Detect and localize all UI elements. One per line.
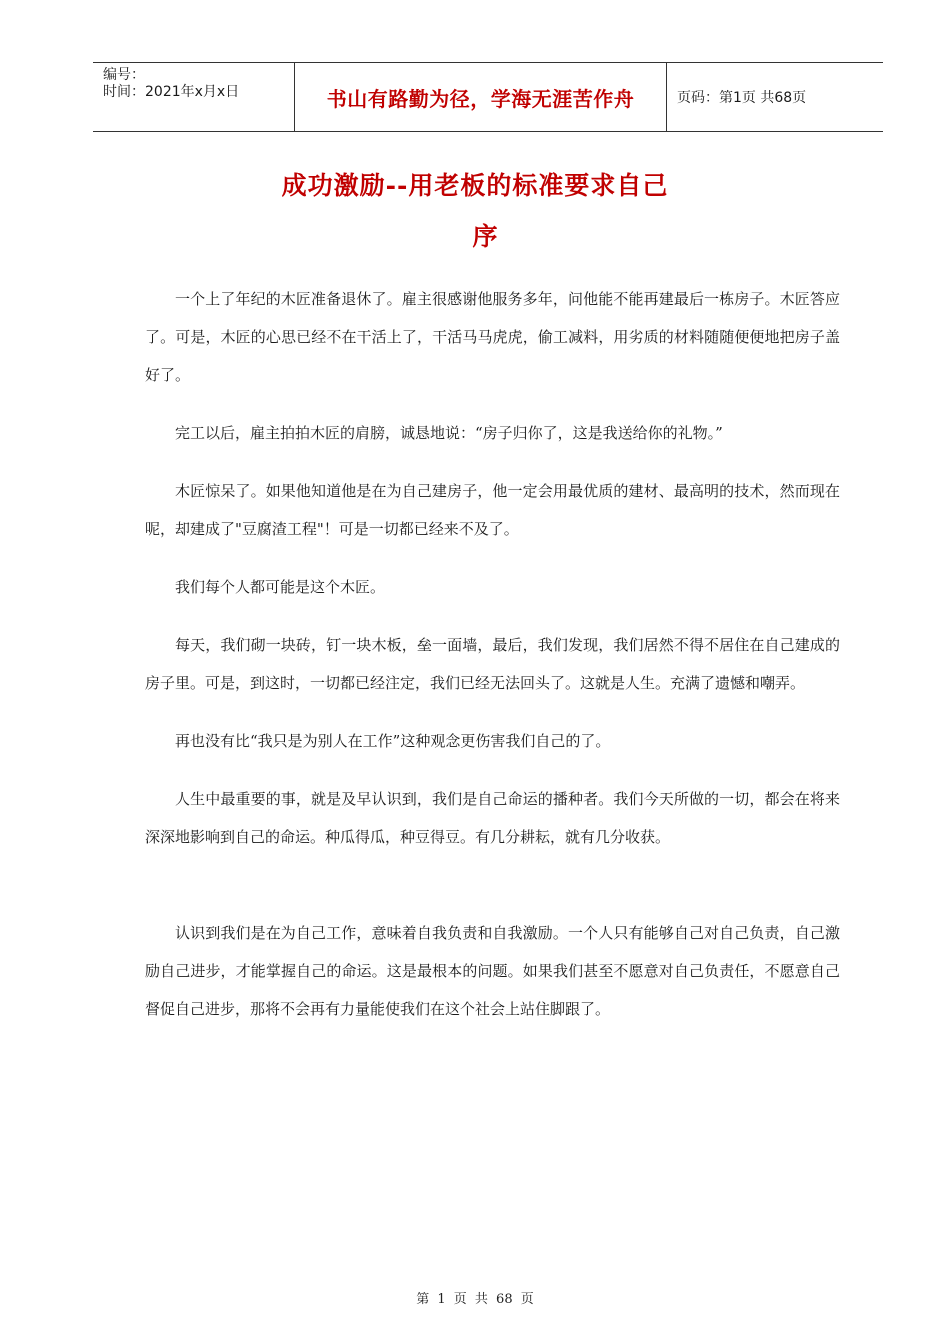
paragraph: 一个上了年纪的木匠准备退休了。雇主很感谢他服务多年，问他能不能再建最后一栋房子。木匠答应了。可是，木匠的心思已经不在干活上了，干活马马虎虎，偷工减料，用劣质的材料随随便便地把房子盖好了。 bbox=[145, 290, 840, 384]
section-title: 序 bbox=[472, 222, 498, 251]
paragraph: 我们每个人都可能是这个木匠。 bbox=[175, 578, 386, 596]
document-body bbox=[145, 280, 840, 1048]
serial-label: 编号： bbox=[103, 67, 145, 83]
page-header bbox=[93, 62, 883, 132]
document-title: 成功激励--用老板的标准要求自己 bbox=[281, 171, 669, 200]
header-meta bbox=[93, 63, 295, 131]
header-motto: 书山有路勤为径，学海无涯苦作舟 bbox=[326, 86, 635, 111]
paragraph: 木匠惊呆了。如果他知道他是在为自己建房子，他一定会用最优质的建材、最高明的技术，然而现在呢，却建成了"豆腐渣工程"！可是一切都已经来不及了。 bbox=[145, 482, 840, 538]
paragraph: 完工以后，雇主拍拍木匠的肩膀，诚恳地说：“房子归你了，这是我送给你的礼物。” bbox=[175, 424, 723, 442]
time-label: 时间：2021年x月x日 bbox=[103, 84, 240, 100]
paragraph: 每天，我们砌一块砖，钉一块木板，垒一面墙，最后，我们发现，我们居然不得不居住在自己建成的房子里。可是，到这时，一切都已经注定，我们已经无法回头了。这就是人生。充满了遗憾和嘲弄。 bbox=[145, 636, 840, 692]
header-page-info-cell bbox=[667, 63, 883, 131]
header-page-info: 页码：第1页 共68页 bbox=[677, 90, 807, 106]
header-motto-cell bbox=[295, 63, 667, 131]
paragraph: 认识到我们是在为自己工作，意味着自我负责和自我激励。一个人只有能够自己对自己负责，自己激励自己进步，才能掌握自己的命运。这是最根本的问题。如果我们甚至不愿意对自己负责任，不愿意自己督促自己进步，那将不会再有力量能使我们在这个社会上站住脚跟了。 bbox=[145, 924, 840, 1018]
paragraph: 再也没有比“我只是为别人在工作”这种观念更伤害我们自己的了。 bbox=[175, 732, 611, 750]
page-footer: 第 1 页 共 68 页 bbox=[416, 1292, 534, 1307]
paragraph: 人生中最重要的事，就是及早认识到，我们是自己命运的播种者。我们今天所做的一切，都会在将来深深地影响到自己的命运。种瓜得瓜，种豆得豆。有几分耕耘，就有几分收获。 bbox=[145, 790, 840, 846]
